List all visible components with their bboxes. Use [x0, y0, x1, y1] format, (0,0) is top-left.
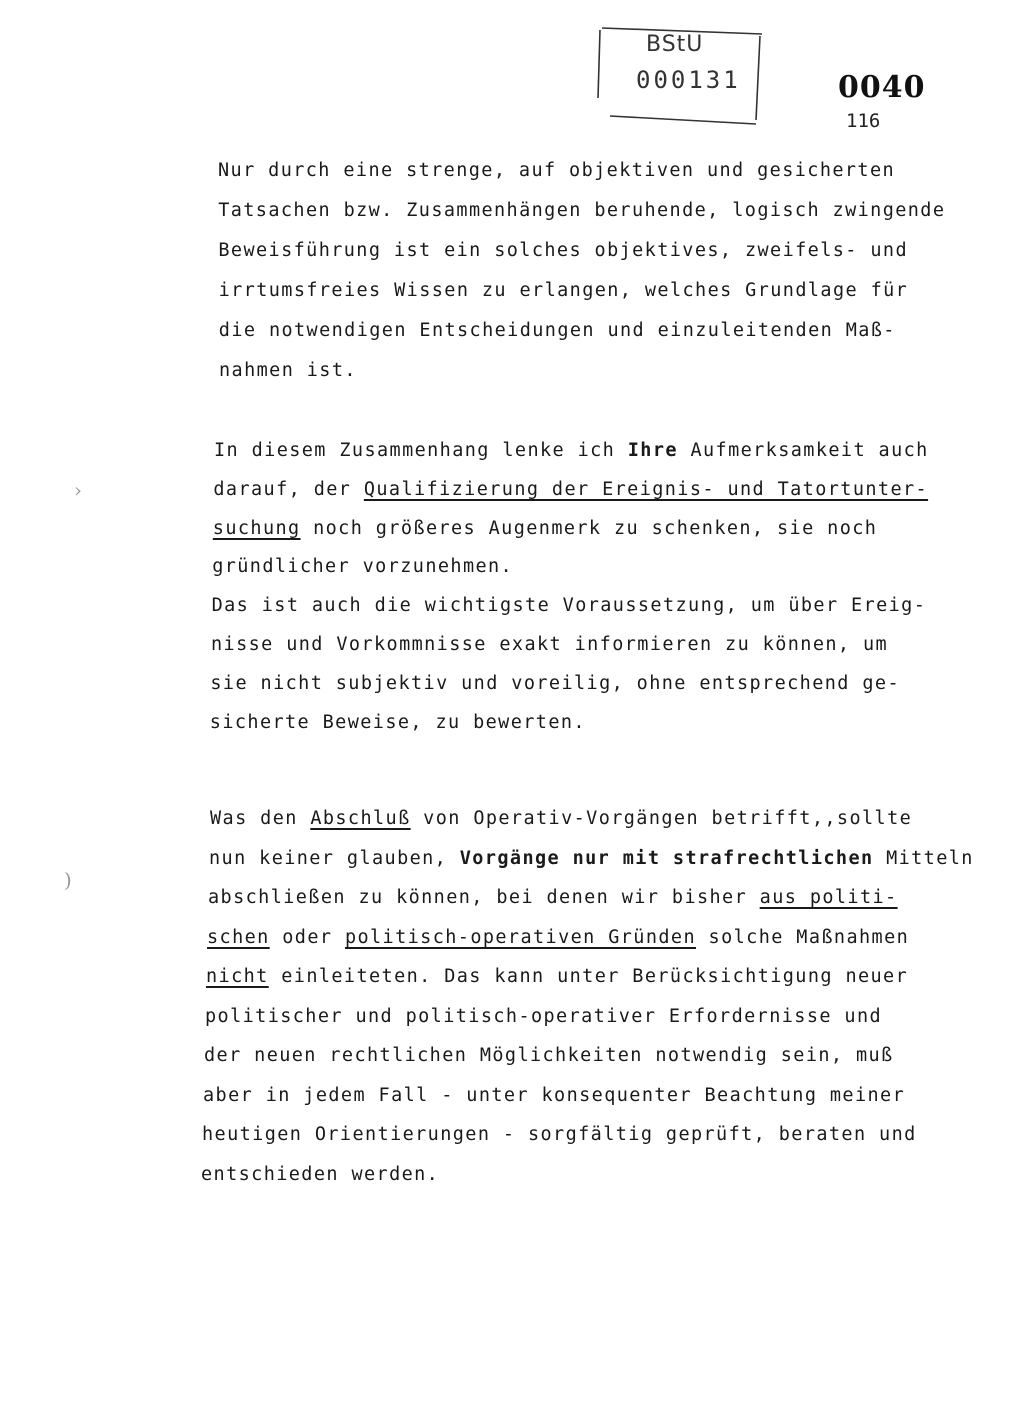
text-line — [208, 887, 898, 909]
text-line — [203, 1085, 905, 1107]
text-line — [212, 556, 513, 578]
text-line — [206, 966, 908, 988]
text-segment: oder — [269, 926, 345, 948]
text-line — [210, 673, 900, 695]
text-segment: darauf, der — [213, 478, 364, 500]
text-segment: nahmen ist. — [219, 360, 357, 381]
stamp-number: 000131 — [636, 66, 741, 94]
underlined-text: suchung — [212, 517, 301, 539]
text-line — [212, 595, 927, 617]
text-segment: einleiteten. Das kann unter Berücksichtigung neuer — [268, 966, 909, 987]
text-line — [210, 808, 912, 830]
underlined-text: schen — [207, 926, 270, 948]
text-segment: Was den — [210, 808, 311, 829]
text-segment: irrtumsfreies Wissen zu erlangen, welches Grundlage für — [218, 280, 909, 301]
text-segment: nun keiner glauben, — [209, 847, 460, 869]
margin-mark: ) — [64, 868, 72, 892]
text-segment: nisse und Vorkommnisse exakt informieren zu können, um — [211, 634, 889, 655]
text-line — [204, 1045, 894, 1067]
text-segment: heutigen Orientierungen - sorgfältig geprüft, beraten und — [202, 1124, 917, 1145]
text-segment: Tatsachen bzw. Zusammenhängen beruhende, logisch zwingende — [218, 200, 946, 221]
text-line — [219, 280, 909, 302]
text-segment: Das ist auch die wichtigste Voraussetzung, um über Ereig- — [211, 595, 927, 617]
text-line — [219, 320, 896, 342]
text-segment: Mitteln — [873, 847, 974, 869]
text-segment: gründlicher vorzunehmen. — [212, 556, 514, 578]
text-line — [219, 360, 357, 382]
text-line — [218, 200, 945, 222]
text-segment: Beweisführung ist ein solches objektives, zweifels- und — [218, 240, 908, 261]
text-segment: aber in jedem Fall - unter konsequenter Beachtung meiner — [203, 1084, 906, 1106]
text-segment: abschließen zu können, bei denen wir bisher — [208, 887, 760, 908]
text-segment: von Operativ-Vorgängen betrifft,,sollte — [410, 808, 913, 829]
underlined-text: nicht — [206, 966, 269, 987]
underlined-text: Qualifizierung der Ereignis- und Tatortunter- — [363, 478, 929, 500]
text-line — [218, 160, 895, 182]
text-line — [213, 518, 878, 540]
text-line — [213, 479, 928, 501]
margin-mark: › — [74, 478, 82, 502]
text-segment: solche Maßnahmen — [696, 926, 910, 948]
underlined-text: Abschluß — [310, 808, 411, 829]
text-segment: Nur durch eine strenge, auf objektiven und gesicherten — [218, 160, 896, 181]
text-line — [218, 240, 908, 262]
text-line — [210, 712, 586, 734]
text-segment: In diesem Zusammenhang lenke ich — [214, 440, 628, 461]
text-line — [205, 1006, 882, 1028]
underlined-text: politisch-operativen Gründen — [344, 926, 696, 948]
text-segment: sicherte Beweise, zu bewerten. — [209, 711, 586, 733]
archive-number: 0040 — [838, 70, 926, 105]
underlined-text: aus politi- — [759, 887, 898, 908]
stamp-agency: BStU — [646, 32, 704, 57]
text-line — [202, 1124, 917, 1146]
text-line — [207, 927, 909, 949]
text-segment: der neuen rechtlichen Möglichkeiten notwendig sein, muß — [204, 1045, 894, 1066]
text-line — [201, 1164, 439, 1186]
archive-stamp — [596, 22, 764, 126]
text-line — [209, 848, 974, 870]
text-segment: sie nicht subjektiv und voreilig, ohne entsprechend ge- — [210, 672, 900, 694]
text-segment: Aufmerksamkeit auch — [677, 440, 929, 461]
text-segment: politischer und politisch-operativer Erfordernisse und — [205, 1005, 883, 1027]
text-line — [214, 440, 929, 462]
text-line — [211, 634, 888, 656]
text-segment: entschieden werden. — [201, 1163, 440, 1185]
bold-text: Ihre — [627, 440, 678, 461]
bold-text: Vorgänge nur mit strafrechtlichen — [459, 847, 874, 869]
text-segment: die notwendigen Entscheidungen und einzuleitenden Maß- — [218, 320, 896, 341]
text-segment: noch größeres Augenmerk zu schenken, sie noch — [300, 517, 878, 539]
page-number: 116 — [846, 110, 881, 132]
